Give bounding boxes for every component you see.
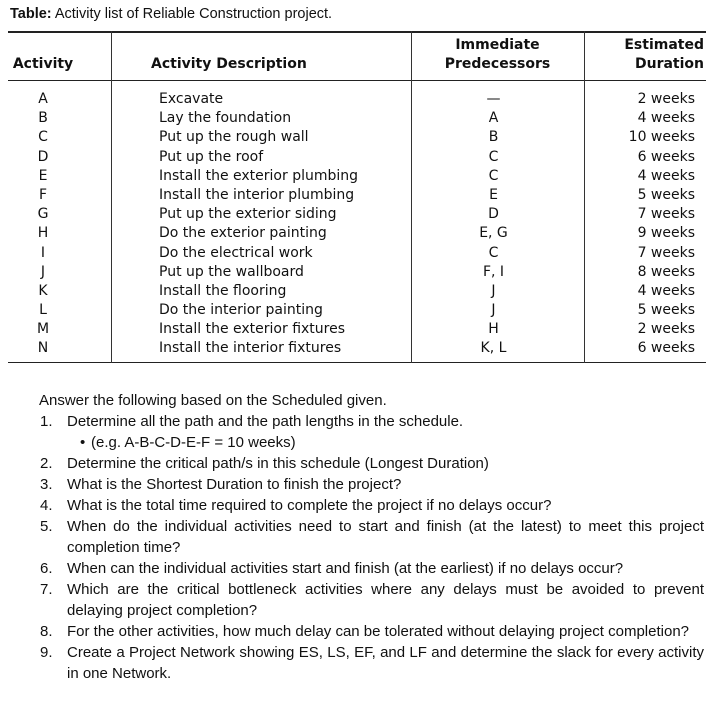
table-bottom-rule <box>8 362 706 363</box>
caption-label: Table: <box>10 6 52 22</box>
predecessors-cell: E, G <box>479 225 508 242</box>
predecessors-cell: — <box>486 91 501 107</box>
table-header-rule <box>8 80 706 81</box>
description-cell: Do the interior painting <box>159 302 323 319</box>
question-item <box>40 642 704 684</box>
duration-cell: 4 weeks <box>637 110 695 127</box>
header-duration-line1: Estimated <box>624 37 704 53</box>
question-text: When do the individual activities need to start and finish (at the latest) to meet this project completion time? <box>67 518 704 556</box>
description-cell: Install the interior fixtures <box>159 340 342 357</box>
activity-cell: M <box>36 321 50 338</box>
activity-cell: G <box>37 206 49 223</box>
question-text: For the other activities, how much delay can be tolerated without delaying project completion? <box>67 623 690 640</box>
question-text: Determine all the path and the path lengths in the schedule. <box>67 413 464 430</box>
question-number: 2. <box>40 455 53 472</box>
question-text: When can the individual activities start and finish (at the earliest) if no delays occur? <box>67 560 624 577</box>
question-item <box>40 579 704 621</box>
description-cell: Put up the rough wall <box>159 129 309 146</box>
duration-cell: 5 weeks <box>637 186 695 203</box>
predecessors-cell: C <box>488 244 499 261</box>
duration-cell: 2 weeks <box>637 321 695 338</box>
question-item <box>40 474 704 495</box>
activity-cell: A <box>38 91 48 107</box>
description-column <box>159 90 409 359</box>
question-item <box>40 516 704 558</box>
question-text: What is the total time required to complete the project if no delays occur? <box>67 497 552 514</box>
activity-cell: D <box>37 148 49 165</box>
predecessors-cell: A <box>488 110 499 127</box>
duration-cell: 9 weeks <box>637 225 695 242</box>
activity-cell: F <box>38 186 48 203</box>
duration-column <box>584 90 695 359</box>
activity-cell: E <box>38 167 48 184</box>
predecessors-cell: D <box>488 206 499 223</box>
activity-cell: H <box>37 225 49 242</box>
activity-cell: I <box>40 244 46 261</box>
example-bullet-item <box>40 432 704 453</box>
description-cell: Lay the foundation <box>159 110 292 127</box>
table-top-rule <box>8 31 706 33</box>
predecessors-cell: C <box>488 148 499 165</box>
duration-cell: 6 weeks <box>637 148 695 165</box>
description-cell: Install the flooring <box>159 282 287 299</box>
duration-cell: 7 weeks <box>637 206 695 223</box>
question-text: Which are the critical bottleneck activities where any delays must be avoided to prevent delaying project completion? <box>67 581 704 619</box>
duration-cell: 10 weeks <box>628 129 695 146</box>
question-number: 9. <box>40 644 53 661</box>
description-cell: Install the interior plumbing <box>159 186 355 203</box>
question-number: 4. <box>40 497 53 514</box>
predecessors-cell: J <box>491 302 496 319</box>
question-number: 3. <box>40 476 53 493</box>
duration-cell: 5 weeks <box>637 302 695 319</box>
question-number: 7. <box>40 581 53 598</box>
example-text: (e.g. A-B-C-D-E-F = 10 weeks) <box>91 434 296 451</box>
description-cell: Excavate <box>159 91 224 107</box>
description-cell: Put up the roof <box>159 148 264 165</box>
description-cell: Do the electrical work <box>159 244 313 261</box>
predecessors-cell: F, I <box>482 263 505 280</box>
question-text: Create a Project Network showing ES, LS, EF, and LF and determine the slack for every activity in one Network. <box>67 644 704 682</box>
question-number: 1. <box>40 413 53 430</box>
question-text: Determine the critical path/s in this schedule (Longest Duration) <box>67 455 489 472</box>
duration-cell: 2 weeks <box>637 91 695 107</box>
predecessors-cell: J <box>491 282 496 299</box>
activity-cell: N <box>37 340 49 357</box>
question-item <box>40 411 704 432</box>
predecessors-cell: H <box>488 321 499 338</box>
column-divider <box>111 31 112 363</box>
question-number: 6. <box>40 560 53 577</box>
question-item <box>40 621 704 642</box>
duration-cell: 4 weeks <box>637 282 695 299</box>
duration-cell: 7 weeks <box>637 244 695 261</box>
predecessors-cell: K, L <box>480 340 507 357</box>
question-number: 8. <box>40 623 53 640</box>
questions-list <box>40 411 704 684</box>
duration-cell: 4 weeks <box>637 167 695 184</box>
predecessors-cell: B <box>488 129 499 146</box>
activity-cell: B <box>38 110 48 127</box>
activity-cell: C <box>38 129 48 146</box>
predecessors-column <box>411 90 576 359</box>
question-text: What is the Shortest Duration to finish the project? <box>67 476 402 493</box>
duration-cell: 6 weeks <box>637 340 695 357</box>
header-predecessors-line2: Predecessors <box>444 56 551 72</box>
header-predecessors-line1: Immediate <box>455 37 540 53</box>
header-activity: Activity <box>12 56 74 72</box>
caption-text: Activity list of Reliable Construction project. <box>54 6 333 22</box>
predecessors-cell: C <box>488 167 499 184</box>
bullet-icon: • <box>80 434 86 451</box>
questions-section <box>40 390 704 684</box>
description-cell: Install the exterior fixtures <box>159 321 346 338</box>
description-cell: Do the exterior painting <box>159 225 327 242</box>
description-cell: Put up the wallboard <box>159 263 304 280</box>
description-cell: Put up the exterior siding <box>159 206 337 223</box>
table-caption <box>10 6 332 22</box>
question-item <box>40 453 704 474</box>
question-item <box>40 558 704 579</box>
predecessors-cell: E <box>489 186 498 203</box>
header-duration-line2: Duration <box>634 56 704 72</box>
header-duration <box>584 36 704 74</box>
activity-cell: L <box>39 302 47 319</box>
description-cell: Install the exterior plumbing <box>159 167 359 184</box>
header-predecessors <box>411 36 584 74</box>
duration-cell: 8 weeks <box>637 263 695 280</box>
activity-column <box>28 90 58 359</box>
question-number: 5. <box>40 518 53 535</box>
activity-cell: K <box>38 282 48 299</box>
question-item <box>40 495 704 516</box>
activity-cell: J <box>40 263 46 280</box>
activity-table <box>8 31 706 361</box>
questions-intro: Answer the following based on the Scheduled given. <box>39 392 387 409</box>
header-description: Activity Description <box>151 56 307 72</box>
